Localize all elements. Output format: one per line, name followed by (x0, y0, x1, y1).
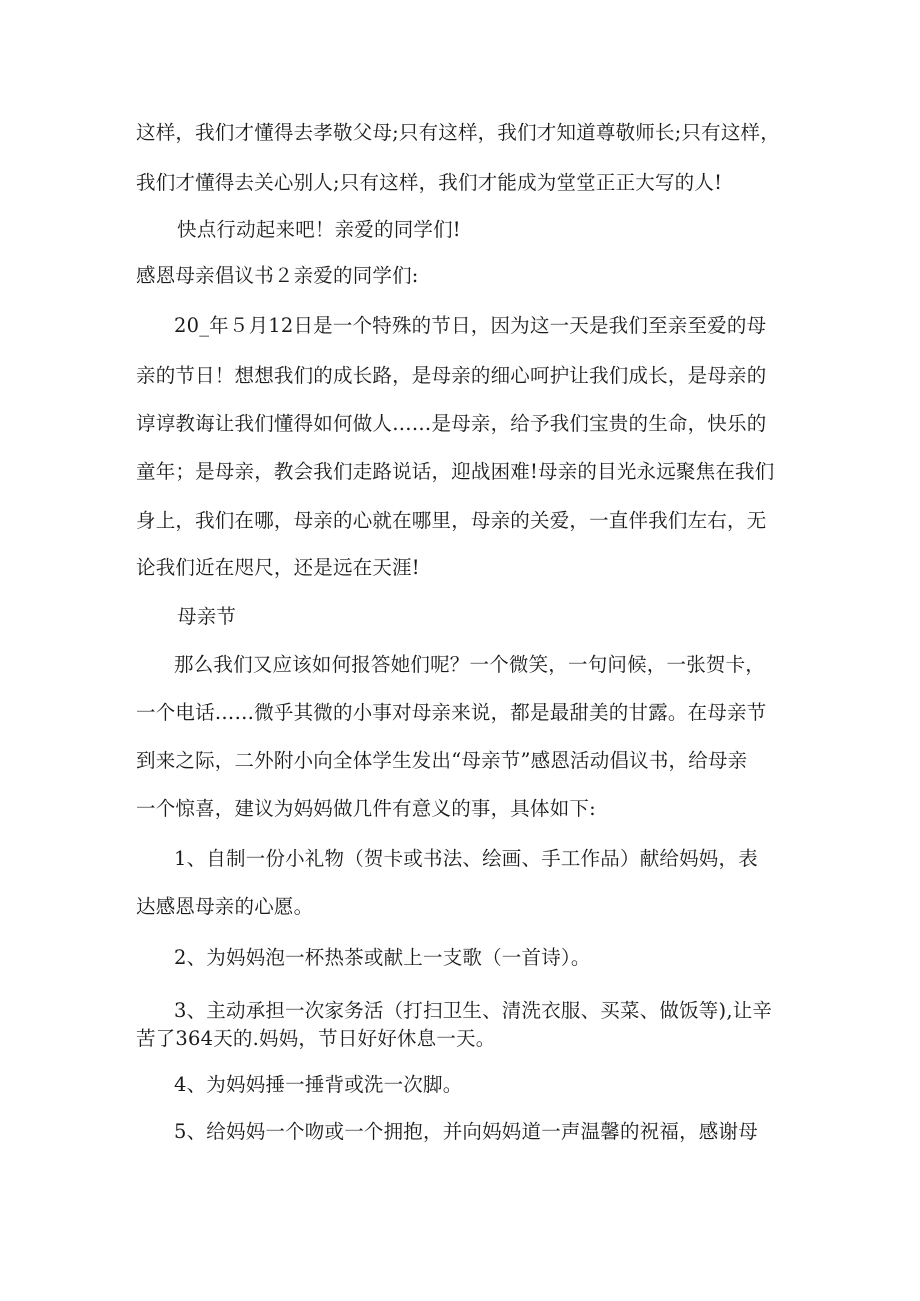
text-line: 论我们近在咫尺，还是远在天涯! (136, 556, 420, 579)
text-line: 达感恩母亲的心愿。 (136, 895, 314, 918)
text-line: 身上，我们在哪，母亲的心就在哪里，母亲的关爱，一直伴我们左右，无 (136, 509, 767, 532)
list-item: 3、主动承担一次家务活（打扫卫生、清洗衣服、买菜、做饭等),让辛 (174, 999, 773, 1022)
text-line: 一个电话……微乎其微的小事对母亲来说，都是最甜美的甘露。在母亲节 (136, 701, 767, 724)
text-line: 那么我们又应该如何报答她们呢？一个微笑，一句问候，一张贺卡， (174, 653, 766, 676)
text-line: 这样，我们才懂得去孝敬父母;只有这样，我们才知道尊敬师长;只有这样， (136, 121, 780, 144)
text-line: 我们才懂得去关心别人;只有这样，我们才能成为堂堂正正大写的人! (136, 171, 723, 194)
text-line: 快点行动起来吧！亲爱的同学们! (177, 218, 461, 241)
text-line: 亲的节日！想想我们的成长路，是母亲的细心呵护让我们成长，是母亲的 (136, 364, 767, 387)
list-item: 2、为妈妈泡一杯热茶或献上一支歌（一首诗）。 (174, 946, 591, 969)
section-heading: 母亲节 (177, 605, 237, 628)
list-item: 5、给妈妈一个吻或一个拥抱，并向妈妈道一声温馨的祝福，感谢母 (174, 1120, 758, 1143)
text-line: 一个惊喜，建议为妈妈做几件有意义的事，具体如下: (136, 797, 596, 820)
text-line: 20_年５月12日是一个特殊的节日，因为这一天是我们至亲至爱的母 (174, 314, 767, 337)
text-line: 谆谆教诲让我们懂得如何做人……是母亲，给予我们宝贵的生命，快乐的 (136, 412, 767, 435)
text-line: 苦了364天的.妈妈，节日好好休息一天。 (136, 1027, 496, 1050)
list-item: 1、自制一份小礼物（贺卡或书法、绘画、手工作品）献给妈妈，表 (174, 847, 758, 870)
text-line: 童年；是母亲，教会我们走路说话，迎战困难!母亲的目光永远聚焦在我们 (136, 460, 775, 483)
list-item: 4、为妈妈捶一捶背或洗一次脚。 (174, 1073, 463, 1096)
section-heading: 感恩母亲倡议书２亲爱的同学们: (136, 264, 419, 287)
text-line: 到来之际，二外附小向全体学生发出“母亲节”感恩活动倡议书，给母亲 (136, 749, 748, 772)
